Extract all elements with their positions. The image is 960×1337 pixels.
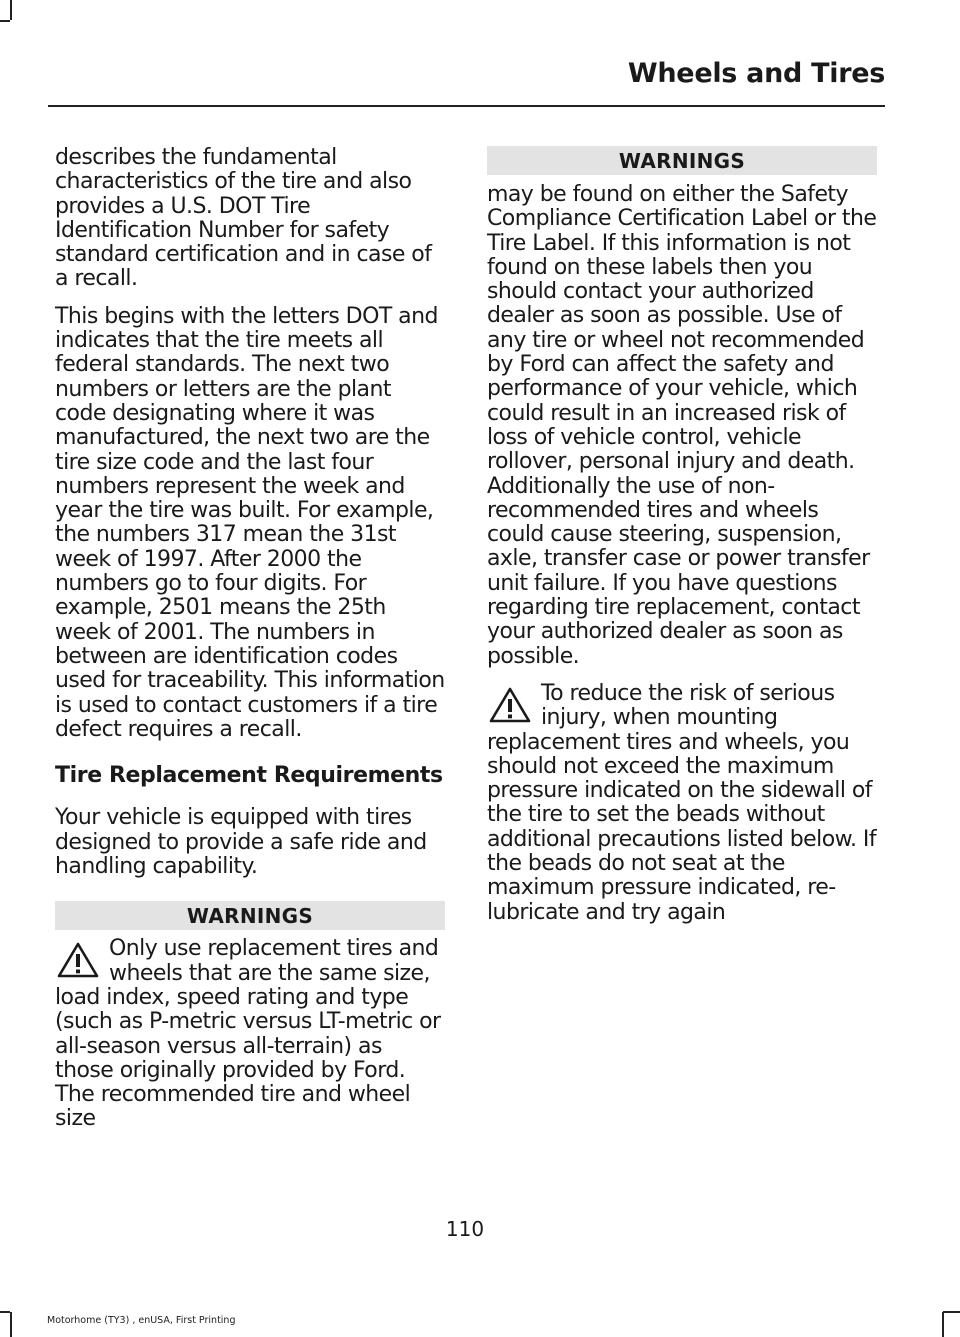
warning-triangle-icon (55, 937, 109, 985)
page-number: 110 (445, 1217, 485, 1241)
body-paragraph: Your vehicle is equipped with tires designed to provide a safe ride and handling capability. (55, 805, 427, 880)
page-title: Wheels and Tires (627, 58, 885, 89)
crop-mark (942, 1312, 944, 1337)
header-divider (48, 105, 885, 107)
warning-item (55, 937, 445, 1131)
crop-mark (0, 20, 10, 22)
crop-mark (10, 0, 12, 20)
warning-item (487, 682, 877, 925)
warnings-header: WARNINGS (55, 901, 445, 930)
warning-text: Only use replacement tires and wheels that are the same size, load index, speed rating and type (such as P-metric versus LT-metric or all-season versus all-terrain) as those originally provided by Ford. The recommended tire and wheel size (55, 936, 441, 1132)
warning-triangle-icon (487, 682, 541, 730)
crop-mark (943, 1311, 960, 1313)
warnings-header: WARNINGS (487, 146, 877, 175)
footer-text: Motorhome (TY3) , enUSA, First Printing (47, 1315, 236, 1326)
body-paragraph: This begins with the letters DOT and indicates that the tire meets all federal standards. The next two numbers or letters are the plant code designating where it was manufactured, the next two are the tire size code and the last four numbers represent the week and year the tire was built. For example, the numbers 317 mean the 31st week of 1997. After 2000 the numbers go to four digits. For example, 2501 means the 25th week of 2001. The numbers in between are identification codes used for traceability. This information is used to contact customers if a tire defect requires a recall. (55, 303, 445, 742)
crop-mark (0, 1311, 10, 1313)
crop-mark (10, 1312, 12, 1337)
warning-text: To reduce the risk of serious injury, when mounting replacement tires and wheels, you should not exceed the maximum pressure indicated on the sidewall of the tire to set the beads without additional precautions listed below. If the beads do not seat at the maximum pressure indicated, re-lubricate and try again (487, 680, 877, 925)
warning-continued-text: may be found on either the Safety Compliance Certification Label or the Tire Label. If this information is not found on these labels then you should contact your authorized dealer as soon as possible. Use of any tire or wheel not recommended by Ford can affect the safety and performance of your vehicle, which could result in an increased risk of loss of vehicle control, vehicle rollover, personal injury and death. Additionally the use of non-recommended tires and wheels could cause steering, suspension, axle, transfer case or power transfer unit failure. If you have questions regarding tire replacement, contact your authorized dealer as soon as possible. (487, 182, 877, 669)
body-paragraph: describes the fundamental characteristics of the tire and also provides a U.S. DOT Tire Identification Number for safety standard certification and in case of a recall. (55, 145, 432, 292)
left-column (55, 146, 445, 1145)
right-column (487, 146, 877, 938)
section-heading: Tire Replacement Requirements (55, 763, 443, 789)
